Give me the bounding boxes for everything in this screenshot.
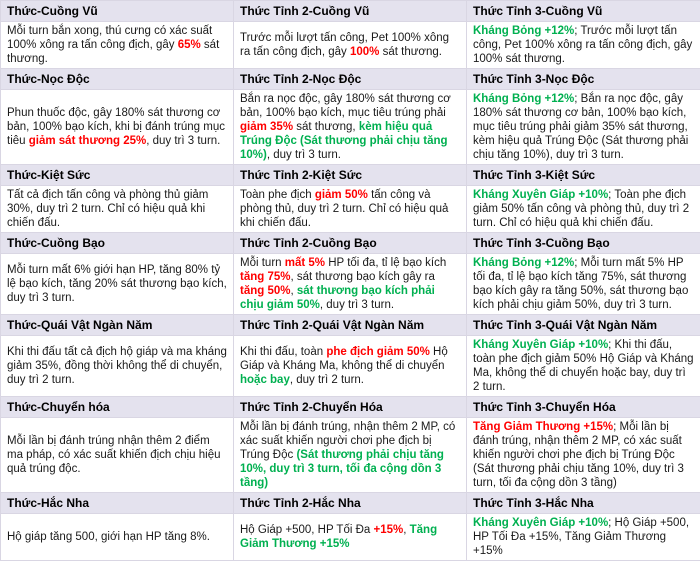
text-segment: sát thương. xyxy=(7,39,219,65)
section-header-cell: Thức-Cuồng Vũ xyxy=(1,1,234,22)
section-header-cell: Thức Tỉnh 2-Quái Vật Ngàn Năm xyxy=(234,315,467,336)
text-segment: Tăng Giảm Thương +15% xyxy=(473,421,613,433)
section-header-cell: Thức-Cuồng Bạo xyxy=(1,233,234,254)
skill-description-cell xyxy=(467,254,700,315)
section-header-cell: Thức-Kiệt Sức xyxy=(1,165,234,186)
text-segment: , xyxy=(291,285,297,297)
skill-description-cell xyxy=(234,22,467,69)
text-segment: sát thương bạo kích phải chịu giảm 50% xyxy=(240,285,435,311)
skills-table-body xyxy=(1,1,700,561)
skill-description-cell xyxy=(467,336,700,397)
text-segment: giảm 35% xyxy=(240,121,293,133)
section-header-cell: Thức Tỉnh 2-Hắc Nha xyxy=(234,493,467,514)
text-segment: Mỗi turn xyxy=(240,257,285,269)
text-segment: Toàn phe địch xyxy=(240,189,315,201)
section-header-cell: Thức Tỉnh 3-Kiệt Sức xyxy=(467,165,700,186)
text-segment: ; Mỗi turn mất 5% HP tối đa, tỉ lệ bạo kích tăng 75%, sát thương bạo kích gây ra tăng 50%, sát thương bạo kích phải chịu giảm 50%, duy trì 3 turn. xyxy=(473,257,688,311)
skill-description-cell xyxy=(234,90,467,165)
text-segment: Bắn ra nọc độc, gây 180% sát thương cơ bản, 100% bạo kích, mục tiêu trúng phải xyxy=(240,93,451,119)
skill-description-cell xyxy=(1,336,234,397)
text-segment: tăng 50% xyxy=(240,285,291,297)
section-header-cell: Thức Tỉnh 3-Quái Vật Ngàn Năm xyxy=(467,315,700,336)
section-header-row xyxy=(1,493,700,514)
text-segment: , sát thương bạo kích gây ra xyxy=(291,271,435,283)
section-header-cell: Thức Tỉnh 2-Kiệt Sức xyxy=(234,165,467,186)
text-segment: ; Bắn ra nọc độc, gây 180% sát thương cơ bản, 100% bạo kích, mục tiêu trúng phải giảm 35% sát thương, kèm hiệu quả Trúng Độc (Sát thương phải chịu tăng 10%), duy trì 3 turn. xyxy=(473,93,688,161)
section-header-cell: Thức Tỉnh 3-Chuyển Hóa xyxy=(467,397,700,418)
text-segment: , xyxy=(403,524,409,536)
text-segment: Mỗi turn bắn xong, thú cưng có xác suất 100% xông ra tấn công địch, gây xyxy=(7,25,212,51)
section-header-cell: Thức-Nọc Độc xyxy=(1,69,234,90)
text-segment: tăng 75% xyxy=(240,271,291,283)
text-segment: kèm hiệu quả Trúng Độc (Sát thương phải chịu tăng 10%) xyxy=(240,121,448,161)
text-segment: Hộ Giáp và Kháng Ma, không thể di chuyển xyxy=(240,346,448,372)
text-segment: sát thương. xyxy=(379,46,442,58)
text-segment: Tất cả địch tấn công và phòng thủ giảm 30%, duy trì 2 turn. Chỉ có hiệu quả khi chiến đấu. xyxy=(7,189,208,229)
text-segment: HP tối đa, tỉ lệ bạo kích xyxy=(325,257,446,269)
skill-description-cell xyxy=(467,514,700,561)
section-header-cell: Thức Tỉnh 3-Cuồng Bạo xyxy=(467,233,700,254)
section-body-row xyxy=(1,186,700,233)
text-segment: Mỗi lần bị đánh trúng nhận thêm 2 điểm ma pháp, có xác suất khiến địch chịu hiệu quả trúng độc. xyxy=(7,435,221,475)
text-segment: , duy trì 3 turn. xyxy=(320,299,394,311)
section-header-cell: Thức Tỉnh 2-Chuyển Hóa xyxy=(234,397,467,418)
skill-description-cell xyxy=(1,90,234,165)
text-segment: +15% xyxy=(374,524,404,536)
text-segment: Khi thi đấu tất cả địch hộ giáp và ma kháng giảm 35%, đồng thời không thể di chuyển, duy trì 2 turn. xyxy=(7,346,227,386)
section-header-row xyxy=(1,233,700,254)
text-segment: 65% xyxy=(178,39,201,51)
text-segment: Trước mỗi lượt tấn công, Pet 100% xông ra tấn công địch, gây xyxy=(240,32,449,58)
section-body-row xyxy=(1,514,700,561)
skill-description-cell xyxy=(1,254,234,315)
skill-description-cell xyxy=(234,418,467,493)
section-header-cell: Thức Tỉnh 2-Cuồng Bạo xyxy=(234,233,467,254)
text-segment: Mỗi turn mất 6% giới hạn HP, tăng 80% tỷ lệ bạo kích, tăng 20% sát thương bạo kích, duy trì 3 turn. xyxy=(7,264,227,304)
skill-description-cell xyxy=(467,186,700,233)
text-segment: (Sát thương phải chịu tăng 10%, duy trì 3 turn, tối đa cộng dồn 3 tầng) xyxy=(240,449,444,489)
section-header-cell: Thức Tỉnh 3-Hắc Nha xyxy=(467,493,700,514)
text-segment: Khi thi đấu, toàn xyxy=(240,346,326,358)
section-header-cell: Thức Tỉnh 2-Cuồng Vũ xyxy=(234,1,467,22)
text-segment: Hộ giáp tăng 500, giới hạn HP tăng 8%. xyxy=(7,531,210,543)
skill-description-cell xyxy=(1,514,234,561)
text-segment: giảm sát thương 25% xyxy=(29,135,146,147)
skill-description-cell xyxy=(234,336,467,397)
text-segment: Kháng Bỏng +12% xyxy=(473,93,574,105)
text-segment: ; Khi thi đấu, toàn phe địch giảm 50% Hộ Giáp và Kháng Ma, không thể di chuyển hoặc bay, duy trì 2 turn. xyxy=(473,339,694,393)
section-header-row xyxy=(1,1,700,22)
text-segment: giảm 50% xyxy=(315,189,368,201)
text-segment: ; Trước mỗi lượt tấn công, Pet 100% xông ra tấn công địch, gây 100% sát thương. xyxy=(473,25,692,65)
text-segment: Kháng Bỏng +12% xyxy=(473,257,574,269)
skill-description-cell xyxy=(1,418,234,493)
text-segment: , duy trì 3 turn. xyxy=(146,135,220,147)
section-header-row xyxy=(1,165,700,186)
section-header-row xyxy=(1,397,700,418)
skill-description-cell xyxy=(467,418,700,493)
skill-description-cell xyxy=(234,186,467,233)
section-body-row xyxy=(1,22,700,69)
text-segment: hoặc bay xyxy=(240,374,290,386)
skill-description-cell xyxy=(234,254,467,315)
text-segment: Phun thuốc độc, gây 180% sát thương cơ bản, 100% bạo kích, khi bị đánh trúng mục tiêu xyxy=(7,107,225,147)
text-segment: tấn công và phòng thủ, duy trì 2 turn. Chỉ có hiệu quả khi chiến đấu. xyxy=(240,189,448,229)
text-segment: mất 5% xyxy=(285,257,325,269)
text-segment: ; Hộ Giáp +500, HP Tối Đa +15%, Tăng Giảm Thương +15% xyxy=(473,517,689,557)
section-body-row xyxy=(1,336,700,397)
section-header-row xyxy=(1,69,700,90)
text-segment: 100% xyxy=(350,46,379,58)
section-header-cell: Thức Tỉnh 3-Nọc Độc xyxy=(467,69,700,90)
skill-description-cell xyxy=(1,186,234,233)
skill-description-cell xyxy=(467,90,700,165)
text-segment: Kháng Bỏng +12% xyxy=(473,25,574,37)
skill-description-cell xyxy=(234,514,467,561)
section-header-cell: Thức-Hắc Nha xyxy=(1,493,234,514)
section-body-row xyxy=(1,418,700,493)
text-segment: Mỗi lần bị đánh trúng, nhận thêm 2 MP, có xác suất khiến người chơi phe địch bị Trúng Độc xyxy=(240,421,455,461)
text-segment: Kháng Xuyên Giáp +10% xyxy=(473,339,608,351)
text-segment: Hộ Giáp +500, HP Tối Đa xyxy=(240,524,374,536)
section-header-cell: Thức-Quái Vật Ngàn Năm xyxy=(1,315,234,336)
text-segment: , duy trì 3 turn. xyxy=(267,149,341,161)
skill-description-cell xyxy=(1,22,234,69)
section-header-row xyxy=(1,315,700,336)
text-segment: , duy trì 2 turn. xyxy=(290,374,364,386)
section-header-cell: Thức-Chuyển hóa xyxy=(1,397,234,418)
text-segment: ; Mỗi lần bị đánh trúng, nhận thêm 2 MP, có xác suất khiến người chơi phe địch bị Trúng Độc (Sát thương phải chịu tăng 10%, duy trì 3 turn, tối đa cộng dồn 3 tầng) xyxy=(473,421,684,489)
text-segment: Kháng Xuyên Giáp +10% xyxy=(473,189,608,201)
section-body-row xyxy=(1,90,700,165)
text-segment: sát thương, xyxy=(293,121,359,133)
section-header-cell: Thức Tỉnh 3-Cuồng Vũ xyxy=(467,1,700,22)
section-header-cell: Thức Tỉnh 2-Nọc Độc xyxy=(234,69,467,90)
text-segment: ; Toàn phe địch giảm 50% tấn công và phòng thủ, duy trì 2 turn. Chỉ có hiệu quả khi chiến đấu. xyxy=(473,189,689,229)
text-segment: Tăng Giảm Thương +15% xyxy=(240,524,437,550)
text-segment: Kháng Xuyên Giáp +10% xyxy=(473,517,608,529)
section-body-row xyxy=(1,254,700,315)
skill-description-cell xyxy=(467,22,700,69)
text-segment: phe địch giảm 50% xyxy=(326,346,430,358)
